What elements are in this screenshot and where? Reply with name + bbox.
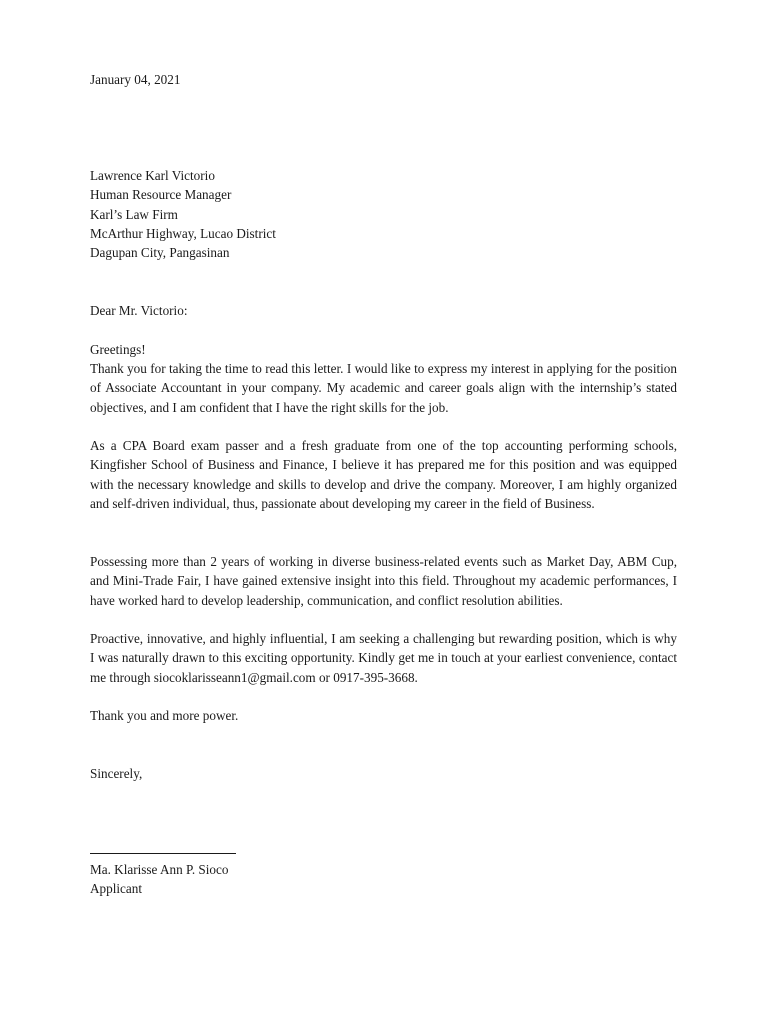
body-paragraph-1 — [90, 359, 677, 417]
salutation — [90, 301, 677, 320]
paragraph-text: Thank you for taking the time to read this letter. I would like to express my interest in applying for the position of Associate Accountant in your company. My academic and career goals align with the internship’s stated objectives, and I am confident that I have the right skills for the job. — [90, 361, 677, 415]
letter-date — [90, 70, 677, 89]
thanks-line — [90, 706, 677, 725]
signer-role: Applicant — [90, 881, 143, 897]
thanks-text: Thank you and more power. — [90, 708, 239, 723]
body-paragraph-4 — [90, 629, 677, 687]
greeting — [90, 340, 677, 359]
closing — [90, 764, 677, 783]
recipient-title: Human Resource Manager — [90, 187, 232, 203]
recipient-name: Lawrence Karl Victorio — [90, 168, 215, 183]
date-text: January 04, 2021 — [90, 72, 181, 87]
signer-block — [90, 860, 677, 899]
salutation-text: Dear Mr. Victorio: — [90, 303, 188, 318]
paragraph-text: Proactive, innovative, and highly influential, I am seeking a challenging but rewarding position, which is why I was naturally drawn to this exciting opportunity. Kindly get me in touch at your earliest convenience, contact me through siocoklarisseann1@gmail.com or 0917-395-3668. — [90, 631, 677, 685]
signature-line — [90, 853, 236, 854]
greeting-text: Greetings! — [90, 342, 146, 357]
paragraph-text: Possessing more than 2 years of working in diverse business-related events such as Market Day, ABM Cup, and Mini-Trade Fair, I have gained extensive insight into this field. Throughout my academic performances, I have worked hard to develop leadership, communication, and conflict resolution abilities. — [90, 554, 677, 608]
signer-name: Ma. Klarisse Ann P. Sioco — [90, 862, 229, 877]
recipient-address-line-1: McArthur Highway, Lucao District — [90, 225, 276, 241]
body-paragraph-2 — [90, 436, 677, 513]
closing-text: Sincerely, — [90, 766, 143, 781]
body-paragraph-3 — [90, 552, 677, 610]
recipient-address-line-2: Dagupan City, Pangasinan — [90, 245, 230, 261]
recipient-company: Karl’s Law Firm — [90, 206, 178, 222]
recipient-address-block — [90, 166, 677, 262]
paragraph-text: As a CPA Board exam passer and a fresh graduate from one of the top accounting performing schools, Kingfisher School of Business and Finance, I believe it has prepared me for this position and was equipped with the necessary knowledge and skills to develop and drive the company. Moreover, I am highly organized and self-driven individual, thus, passionate about developing my career in the field of Business. — [90, 438, 677, 511]
